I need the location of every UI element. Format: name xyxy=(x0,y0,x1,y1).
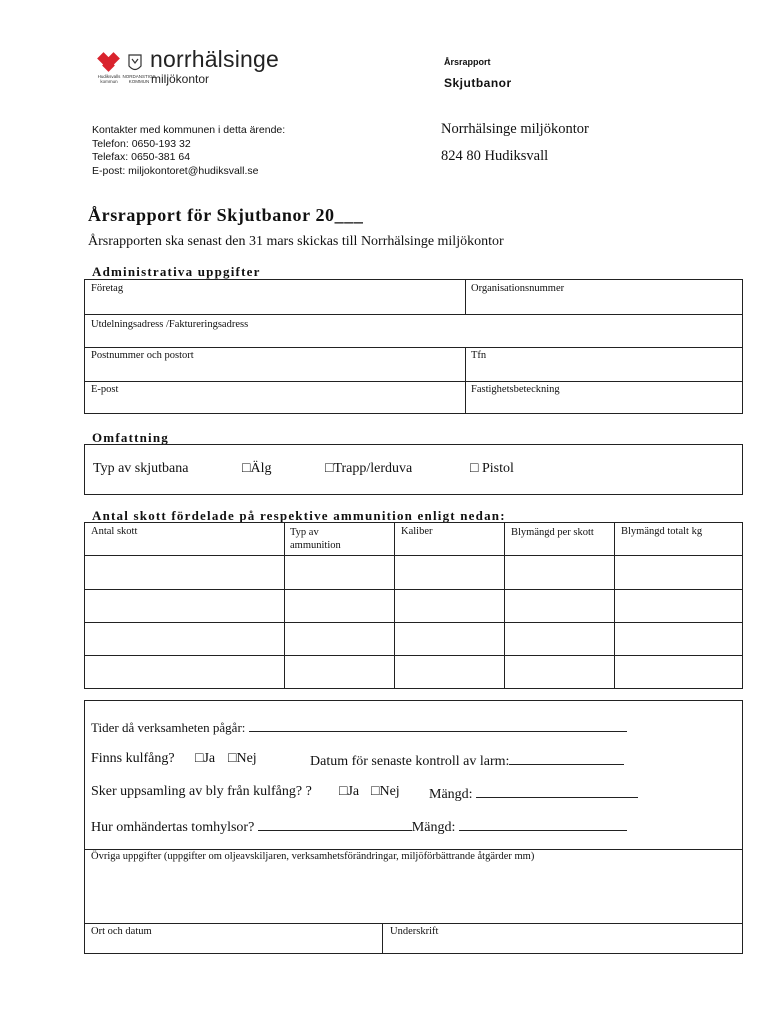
option-moose-checkbox[interactable]: □Älg xyxy=(242,461,272,476)
report-label: Årsrapport xyxy=(444,57,491,67)
bullet-trap-no-checkbox[interactable]: □Nej xyxy=(228,751,257,766)
times-field[interactable]: Tider då verksamheten pågår: xyxy=(91,718,627,736)
contact-block xyxy=(92,124,285,178)
col-lead-per-shot: Blymängd per skott xyxy=(511,527,594,538)
contact-intro: Kontakter med kommunen i detta ärende: xyxy=(92,124,286,136)
signature-field[interactable]: Underskrift xyxy=(390,926,439,937)
logo-name: norrhälsinge xyxy=(150,46,279,72)
place-date-field[interactable]: Ort och datum xyxy=(91,926,152,937)
lead-amount-field[interactable]: Mängd: xyxy=(429,784,638,803)
option-pistol-checkbox[interactable]: □ Pistol xyxy=(470,461,514,476)
contact-phone: Telefon: 0650-193 32 xyxy=(92,137,191,150)
contact-fax: Telefax: 0650-381 64 xyxy=(92,151,191,163)
col-shots: Antal skott xyxy=(91,526,138,537)
lead-collection-no-checkbox[interactable]: □Nej xyxy=(371,784,400,799)
contact-email: E-post: miljokontoret@hudiksvall.se xyxy=(92,164,259,177)
option-trap-checkbox[interactable]: □Trapp/lerduva xyxy=(325,461,413,476)
range-type-label: Typ av skjutbana xyxy=(93,461,189,476)
col-lead-total: Blymängd totalt kg xyxy=(621,526,703,537)
shots-heading: Antal skott fördelade på respektive ammunition enligt nedan: xyxy=(92,508,506,523)
nordanstig-crest-icon xyxy=(128,54,142,74)
property-field[interactable]: Fastighetsbeteckning xyxy=(471,384,560,395)
logo-municipality-1: Hudiksvalls kommun xyxy=(97,74,121,84)
lead-collection-yes-checkbox[interactable]: □Ja xyxy=(339,784,360,799)
org-number-field[interactable]: Organisationsnummer xyxy=(471,283,565,294)
logo xyxy=(96,46,296,92)
bullet-trap-yes-checkbox[interactable]: □Ja xyxy=(195,751,216,766)
scope-box xyxy=(84,444,743,495)
activity-box xyxy=(84,700,743,954)
logo-municipality-2: NORDANSTIGS KOMMUN xyxy=(122,74,156,84)
address-line-2: 824 80 Hudiksvall xyxy=(441,148,549,164)
bullet-trap-question: Finns kulfång? xyxy=(91,751,175,766)
casings-field[interactable]: Hur omhändertas tomhylsor? Mängd: xyxy=(91,817,627,836)
scope-heading: Omfattning xyxy=(92,430,169,445)
shots-table xyxy=(84,522,743,689)
admin-table xyxy=(84,279,743,414)
col-ammo-type: Typ av ammunition xyxy=(290,527,341,551)
alarm-date-field[interactable]: Datum för senaste kontroll av larm: xyxy=(310,751,624,770)
lead-collection-question: Sker uppsamling av bly från kulfång? ? xyxy=(91,784,312,799)
report-subject: Skjutbanor xyxy=(444,76,512,90)
email-field[interactable]: E-post xyxy=(91,384,119,395)
col-caliber: Kaliber xyxy=(401,526,433,537)
other-info-field[interactable]: Övriga uppgifter (uppgifter om oljeavskiljaren, verksamhetsförändringar, miljöförbättrande åtgärder mm) xyxy=(91,851,535,862)
company-field[interactable]: Företag xyxy=(91,283,124,294)
page-subtitle: Årsrapporten ska senast den 31 mars skickas till Norrhälsinge miljökontor xyxy=(88,234,504,249)
address-field[interactable]: Utdelningsadress /Faktureringsadress xyxy=(91,319,249,330)
admin-heading: Administrativa uppgifter xyxy=(92,264,261,279)
page-title: Årsrapport för Skjutbanor 20___ xyxy=(88,205,364,225)
logo-office: miljökontor xyxy=(151,72,210,86)
postal-field[interactable]: Postnummer och postort xyxy=(91,350,194,361)
phone-field[interactable]: Tfn xyxy=(471,350,487,361)
address-line-1: Norrhälsinge miljökontor xyxy=(441,121,589,137)
